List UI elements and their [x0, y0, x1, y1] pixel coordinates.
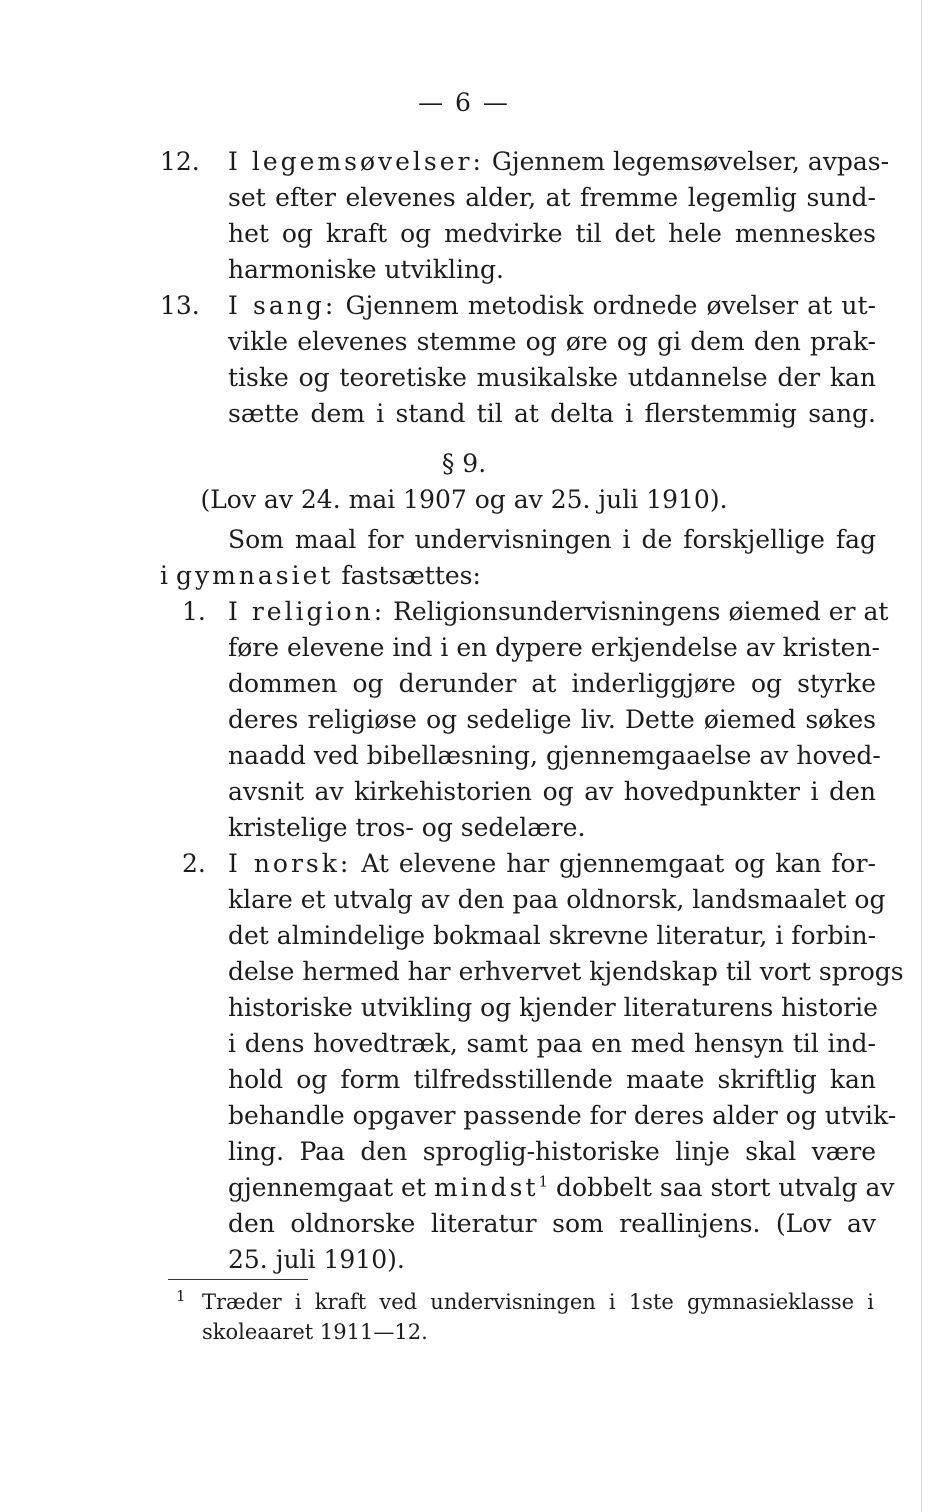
item-heading: I religion: [228, 597, 386, 626]
page-number: — 6 — [418, 88, 510, 117]
item-number: 13. [160, 291, 200, 320]
text-line: delse hermed har erhvervet kjendskap til vort sprogs [228, 957, 904, 986]
text-line: det almindelige bokmaal skrevne literatur, i forbin- [228, 921, 877, 950]
text-line: vikle elevenes stemme og øre og gi dem den prak- [228, 327, 876, 356]
intro-line [160, 558, 481, 594]
item-heading: I norsk: [228, 849, 352, 878]
text-line: dommen og derunder at inderliggjøre og styrke [228, 669, 876, 698]
footnote-rule [168, 1279, 308, 1280]
footnote-line: Træder i kraft ved undervisningen i 1ste gymnasieklasse i [202, 1290, 874, 1314]
item-number: 2. [182, 849, 206, 878]
footnote-line: skoleaaret 1911—12. [202, 1320, 428, 1344]
text-line: Gjennem metodisk ordnede øvelser at ut- [345, 291, 876, 320]
law-reference: (Lov av 24. mai 1907 og av 25. juli 1910). [200, 485, 728, 514]
intro-line: Som maal for undervisningen i de forskjellige fag [228, 525, 876, 554]
text-fragment: gjennemgaat et [228, 1173, 426, 1202]
item-number: 1. [182, 597, 206, 626]
item-first-line [228, 846, 876, 882]
text-line: set efter elevenes alder, at fremme legemlig sund- [228, 183, 876, 212]
text-line: den oldnorske literatur som reallinjens. (Lov av [228, 1209, 876, 1238]
footnote-number: 1 [176, 1287, 186, 1305]
text-line: sætte dem i stand til at delta i flerstemmig sang. [228, 399, 876, 428]
item-first-line [228, 594, 889, 630]
text-line: harmoniske utvikling. [228, 255, 504, 284]
item-heading: I sang: [228, 291, 337, 320]
text-line: 25. juli 1910). [228, 1245, 405, 1274]
text-line: behandle opgaver passende for deres alder og utvik- [228, 1101, 897, 1130]
text-line: i dens hovedtræk, samt paa en med hensyn til ind- [228, 1029, 876, 1058]
text-line: Gjennem legemsøvelser, avpas- [491, 147, 890, 176]
text-line: ling. Paa den sproglig-historiske linje skal være [228, 1137, 876, 1166]
text-line: Religionsundervisningens øiemed er at [393, 597, 889, 626]
page-edge [921, 0, 922, 1512]
text-line: klare et utvalg av den paa oldnorsk, landsmaalet og [228, 885, 886, 914]
text-line: avsnit av kirkehistorien og av hovedpunkter i den [228, 777, 876, 806]
text-line: historiske utvikling og kjender literaturens historie [228, 993, 878, 1022]
text-line: deres religiøse og sedelige liv. Dette øiemed søkes [228, 705, 876, 734]
text-line: naadd ved bibellæsning, gjennemgaaelse av hoved- [228, 741, 881, 770]
footnote-marker [176, 1287, 186, 1317]
item-first-line [228, 288, 876, 324]
text-line: At elevene har gjennemgaat og kan for- [361, 849, 876, 878]
text-line: hold og form tilfredsstillende maate skriftlig kan [228, 1065, 876, 1094]
item-heading: I legemsøvelser: [228, 147, 484, 176]
intro-suffix: fastsættes: [341, 561, 481, 590]
footnote-marker: 1 [538, 1172, 549, 1191]
item-first-line [228, 144, 890, 180]
item-number: 12. [160, 147, 200, 176]
text-line-with-footnote [228, 1170, 895, 1206]
intro-prefix: i [160, 561, 168, 590]
section-heading: § 9. [441, 449, 487, 478]
text-fragment: dobbelt saa stort utvalg av [556, 1173, 895, 1202]
text-line: het og kraft og medvirke til det hele menneskes [228, 219, 876, 248]
intro-spaced-word: gymnasiet [175, 561, 334, 590]
text-line: føre elevene ind i en dypere erkjendelse av kristen- [228, 633, 880, 662]
text-line: tiske og teoretiske musikalske utdannelse der kan [228, 363, 876, 392]
text-line: kristelige tros- og sedelære. [228, 813, 586, 842]
spaced-word: mindst [433, 1173, 539, 1202]
